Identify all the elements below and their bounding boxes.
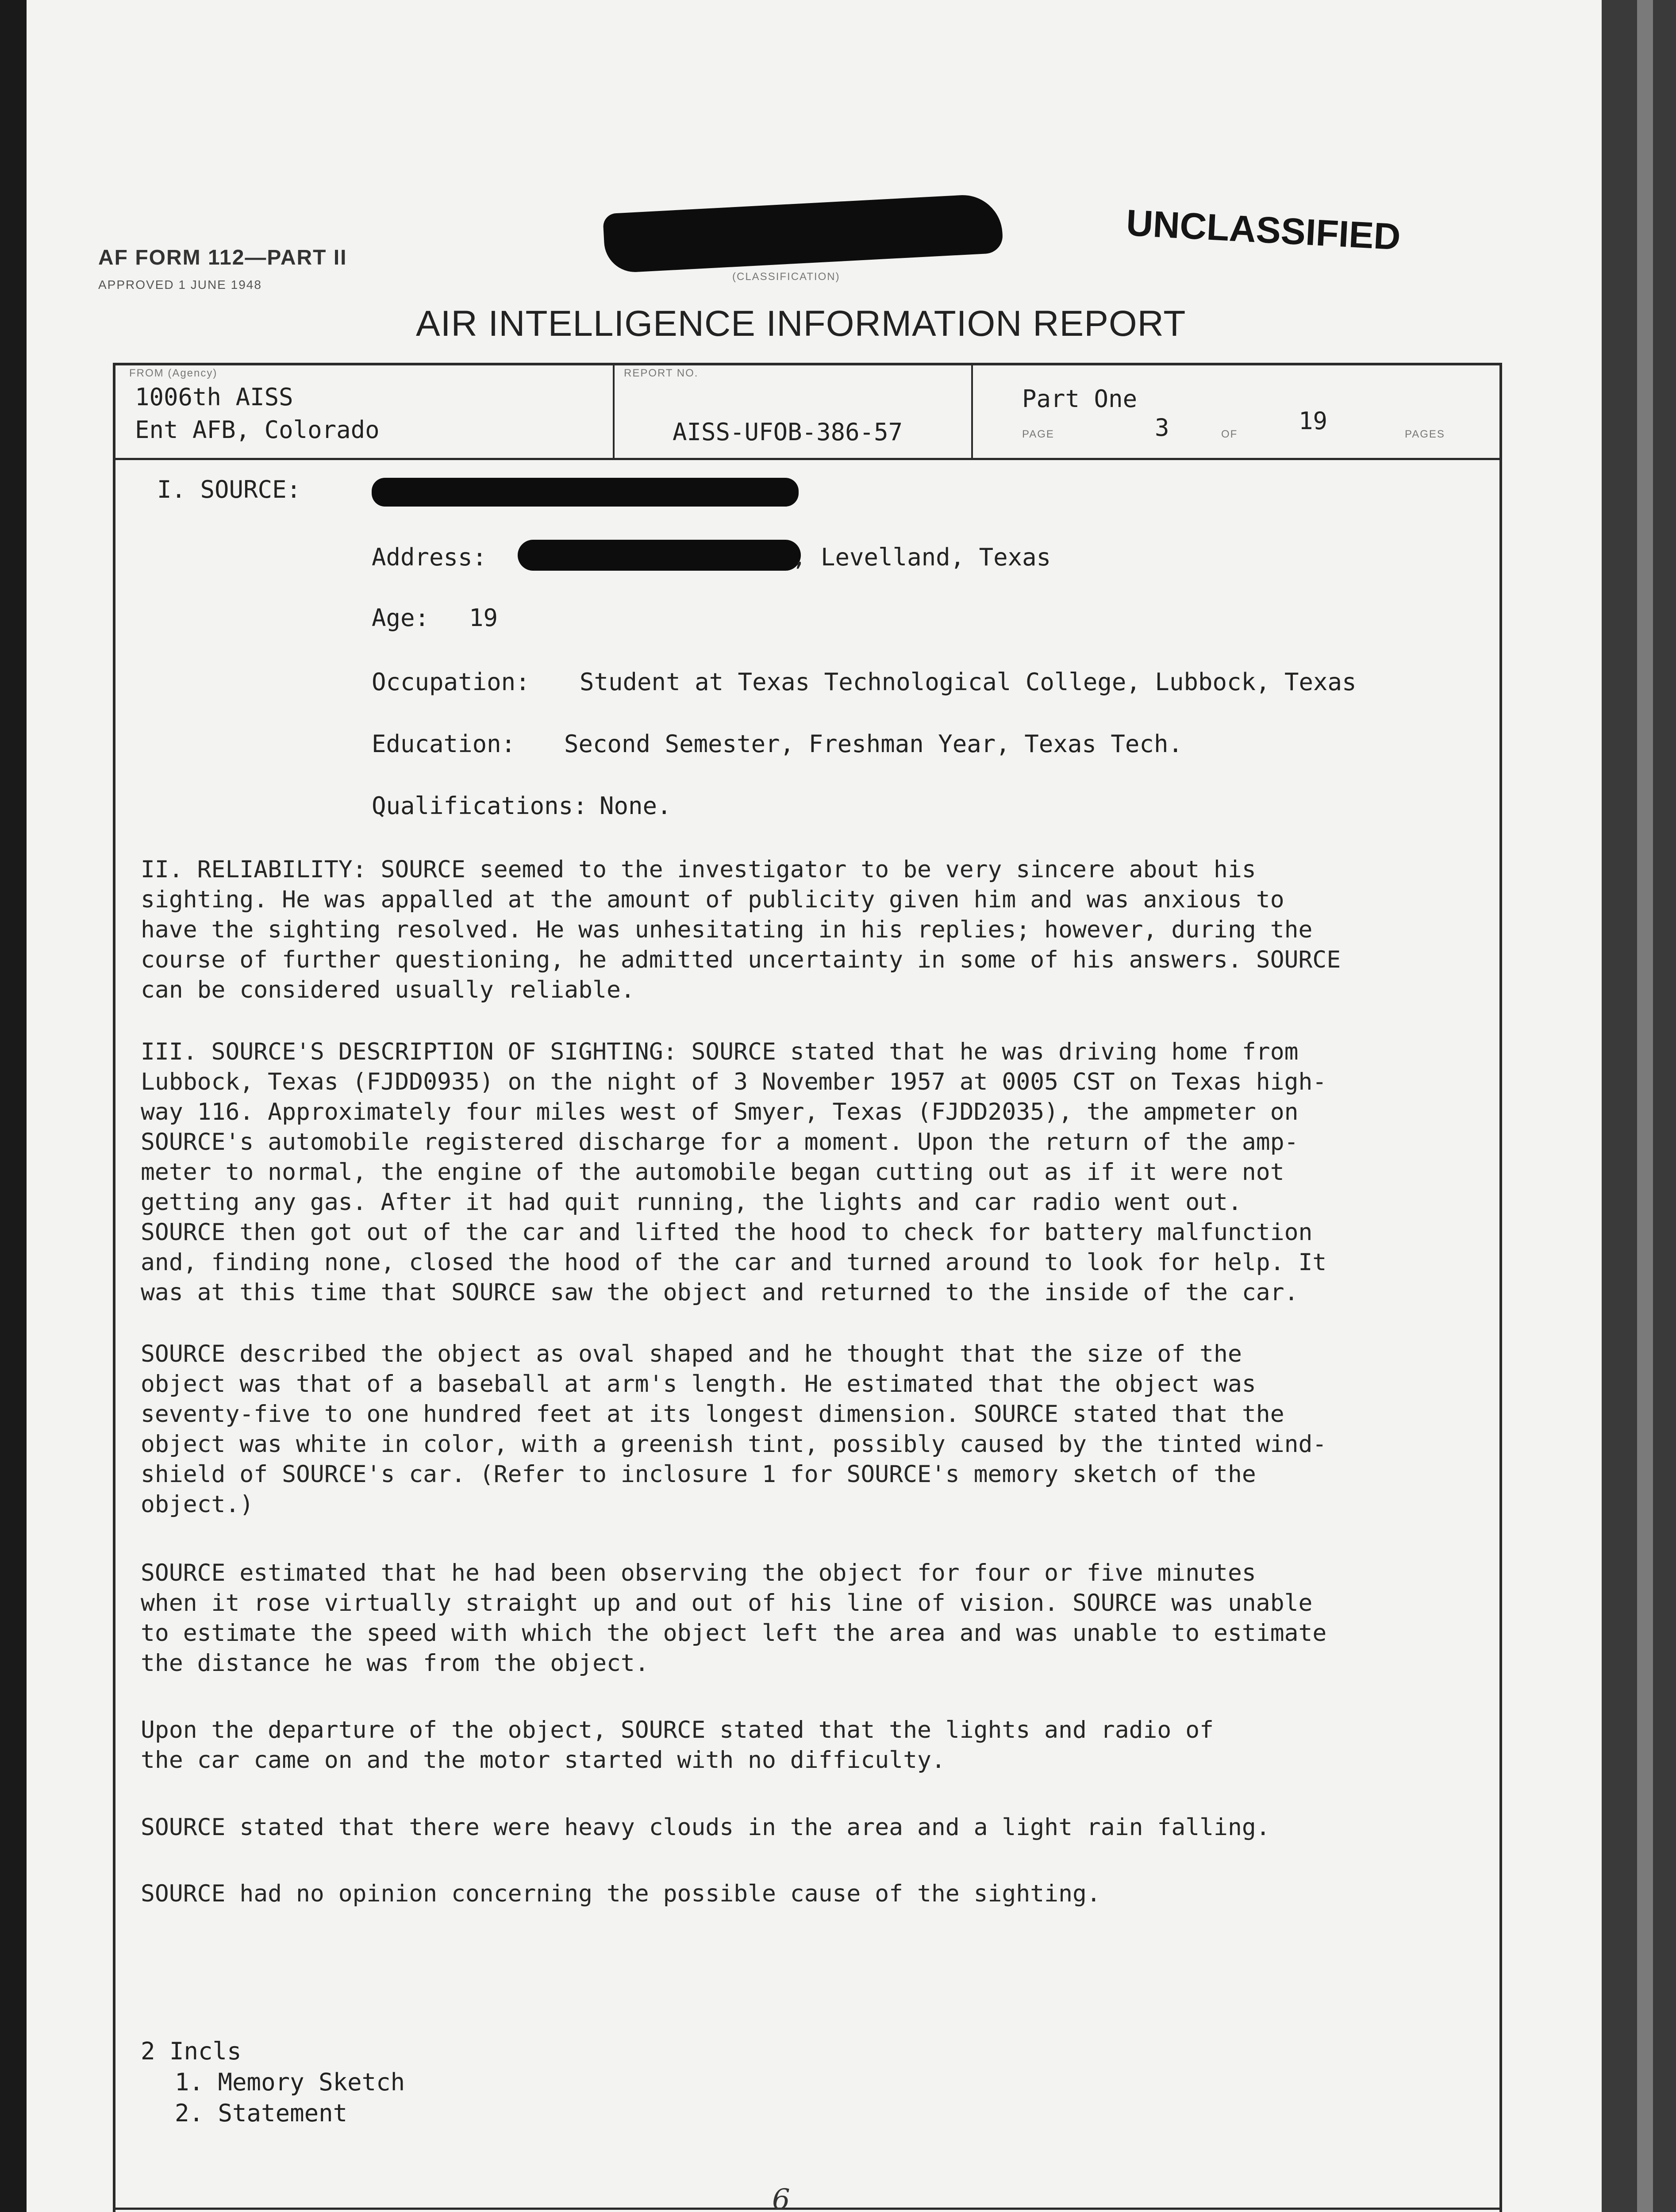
inclosure-item: 2. Statement [175,2099,348,2127]
body-line: III. SOURCE'S DESCRIPTION OF SIGHTING: SOURCE stated that he was driving home from [141,1038,1299,1065]
qualifications-value: None. [600,792,672,820]
report-no-label: REPORT NO. [624,367,699,379]
classification-top: UNCLASSIFIED [1125,201,1402,258]
education-value: Second Semester, Freshman Year, Texas Tech. [564,730,1183,758]
of-label: OF [1221,428,1238,440]
body-line: SOURCE stated that there were heavy clouds in the area and a light rain falling. [141,1814,1270,1841]
form-id: AF FORM 112—PART II [98,246,347,269]
body-line: to estimate the speed with which the object left the area and was unable to estimate [141,1620,1327,1647]
form-approved: APPROVED 1 JUNE 1948 [98,278,262,292]
divider-from-report [613,363,615,458]
body-line: object.) [141,1491,254,1518]
body-line: sighting. He was appalled at the amount of publicity given him and was anxious to [141,886,1284,913]
body-line: SOURCE's automobile registered discharge for a moment. Upon the return of the amp- [141,1129,1299,1156]
divider-report-part [971,363,973,458]
body-line: the car came on and the motor started with no difficulty. [141,1747,946,1774]
report-number: AISS-UFOB-386-57 [673,418,903,446]
body-line: course of further questioning, he admitted uncertainty in some of his answers. SOURCE [141,946,1341,973]
body-line: and, finding none, closed the hood of the car and turned around to look for help. It [141,1249,1327,1276]
body-line: can be considered usually reliable. [141,976,635,1003]
from-line1: 1006th AISS [135,383,293,411]
body-line: seventy-five to one hundred feet at its longest dimension. SOURCE stated that the [141,1401,1284,1428]
body-line: SOURCE had no opinion concerning the possible cause of the sighting. [141,1880,1101,1907]
occupation-value: Student at Texas Technological College, Lubbock, Texas [580,668,1357,696]
occupation-label: Occupation: [372,668,530,696]
report-title: AIR INTELLIGENCE INFORMATION REPORT [416,303,1186,344]
page-number: 3 [1155,414,1169,442]
body-line: meter to normal, the engine of the automobile began cutting out as if it were not [141,1159,1284,1186]
body-line: SOURCE then got out of the car and lifted the hood to check for battery malfunction [141,1219,1313,1246]
inclosure-item: 1. Memory Sketch [175,2068,405,2096]
pages-label: PAGES [1405,428,1445,440]
inclosures-heading: 2 Incls [141,2037,242,2065]
handwritten-page-mark: 6 [772,2183,790,2212]
qualifications-label: Qualifications: [372,792,588,820]
body-line: II. RELIABILITY: SOURCE seemed to the investigator to be very sincere about his [141,856,1256,883]
body-line: the distance he was from the object. [141,1650,649,1677]
source-heading: I. SOURCE: [157,476,301,503]
body-line: SOURCE estimated that he had been observing the object for four or five minutes [141,1559,1256,1586]
body-line: object was that of a baseball at arm's length. He estimated that the object was [141,1371,1256,1398]
from-label: FROM (Agency) [129,367,218,379]
body-line: way 116. Approximately four miles west of Smyer, Texas (FJDD2035), the ampmeter on [141,1098,1299,1125]
education-label: Education: [372,730,516,758]
address-tail: , Levelland, Texas [792,543,1051,571]
body-line: object was white in color, with a greenish tint, possibly caused by the tinted wind- [141,1431,1327,1458]
footer-divider [113,2208,1502,2210]
page-label: PAGE [1022,428,1054,440]
part-label: Part One [1022,385,1138,413]
body-line: when it rose virtually straight up and out of his line of vision. SOURCE was unable [141,1590,1313,1617]
body-line: shield of SOURCE's car. (Refer to inclosure 1 for SOURCE's memory sketch of the [141,1461,1256,1488]
redaction-address [518,540,801,571]
body-line: Lubbock, Texas (FJDD0935) on the night of 3 November 1957 at 0005 CST on Texas high- [141,1068,1327,1095]
address-label: Address: [372,543,487,571]
page-count: 19 [1299,407,1328,435]
scan-edge-line [1637,0,1653,2212]
from-line2: Ent AFB, Colorado [135,416,380,444]
classification-caption-top: (CLASSIFICATION) [732,271,840,283]
body-line: have the sighting resolved. He was unhesitating in his replies; however, during the [141,916,1313,943]
body-line: was at this time that SOURCE saw the object and returned to the inside of the car. [141,1279,1299,1306]
header-divider [113,458,1502,460]
redaction-source-name [372,478,799,507]
body-line: SOURCE described the object as oval shaped and he thought that the size of the [141,1340,1242,1367]
age-value: 19 [469,604,498,632]
body-line: Upon the departure of the object, SOURCE stated that the lights and radio of [141,1717,1214,1743]
age-label: Age: [372,604,430,632]
body-line: getting any gas. After it had quit running, the lights and car radio went out. [141,1189,1242,1216]
